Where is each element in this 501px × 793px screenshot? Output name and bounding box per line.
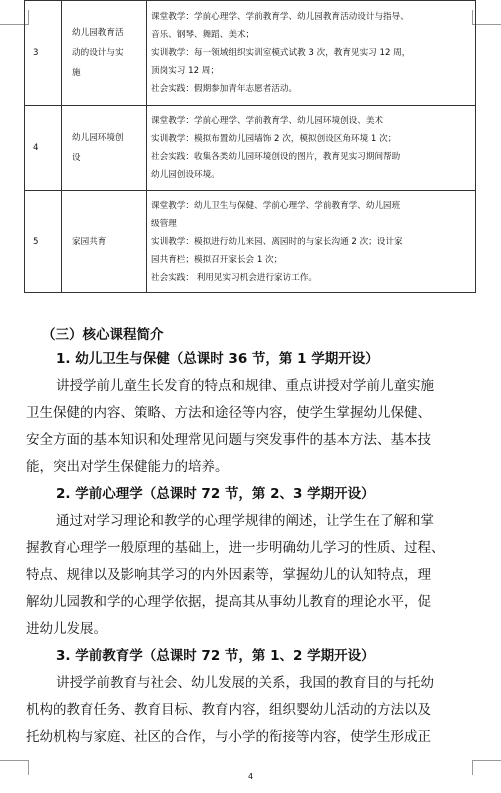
row-number: 3 [25, 1, 62, 106]
course-description: 讲授学前儿童生长发育的特点和规律、重点讲授对学前儿童实施 卫生保健的内容、策略、方法和途径等内容，使学生掌握幼儿保健、 安全方面的基本知识和处理常见问题与突发事件的基本方法、基本技 能，突出对学生保健能力的培养。 [26, 378, 434, 475]
course-heading: 2. 学前心理学（总课时 72 节，第 2、3 学期开设） [56, 486, 375, 502]
crop-mark-top-right [472, 10, 501, 25]
course-heading: 1. 幼儿卫生与保健（总课时 36 节，第 1 学期开设） [56, 351, 379, 367]
table-row [25, 191, 476, 293]
table-row [25, 106, 476, 191]
course-description: 讲授学前教育与社会、幼儿发展的关系，我国的教育目的与托幼 机构的教育任务、教育目标、教育内容，组织婴幼儿活动的方法以及 托幼机构与家庭、社区的合作，与小学的衔接等内容，使学生形成正 [26, 675, 434, 745]
section-title: （三）核心课程简介 [42, 327, 164, 343]
course-description: 通过对学习理论和教学的心理学规律的阐述，让学生在了解和掌 握教育心理学一般原理的基础上，进一步明确幼儿学习的性质、过程、 特点、规律以及影响其学习的内外因素等，掌握幼儿的认知特点，理 解幼儿园教和学的心理学依据，提高其从事幼儿教育的理论水平，促 进幼儿发展。 [26, 513, 445, 637]
module-name: 家园共育 [62, 191, 147, 293]
module-name: 幼儿园环境创 设 [62, 106, 147, 191]
module-name: 幼儿园教育活 动的设计与实 施 [62, 1, 147, 106]
row-number: 4 [25, 106, 62, 191]
module-content: 课堂教学：幼儿卫生与保健、学前心理学、学前教育学、幼儿园班 级管理 实训教学：模拟进行幼儿来园、离园时的与家长沟通 2 次；设计家 园共育栏；模拟召开家长会 1 次； 社会实践： 利用见实习机会进行家访工作。 [147, 191, 476, 293]
activity-table [24, 0, 476, 293]
table-row [25, 1, 476, 106]
module-content: 课堂教学：学前心理学、学前教育学、幼儿园教育活动设计与指导、 音乐、钢琴、舞蹈、美术； 实训教学：每一领域组织实训室模式试教 3 次，教育见实习 12 周， 顶岗实习 12 周； 社会实践：假期参加青年志愿者活动。 [147, 1, 476, 106]
course-heading: 3. 学前教育学（总课时 72 节，第 1、2 学期开设） [56, 648, 375, 664]
row-number: 5 [25, 191, 62, 293]
module-content: 课堂教学：学前心理学、学前教育学、幼儿园环境创设、美术 实训教学：模拟布置幼儿园墙饰 2 次，模拟创设区角环境 1 次； 社会实践：收集各类幼儿园环境创设的图片，教育见实习期间帮助 幼儿园创设环境。 [147, 106, 476, 191]
course-list [26, 346, 476, 751]
page-number: 4 [247, 772, 254, 781]
